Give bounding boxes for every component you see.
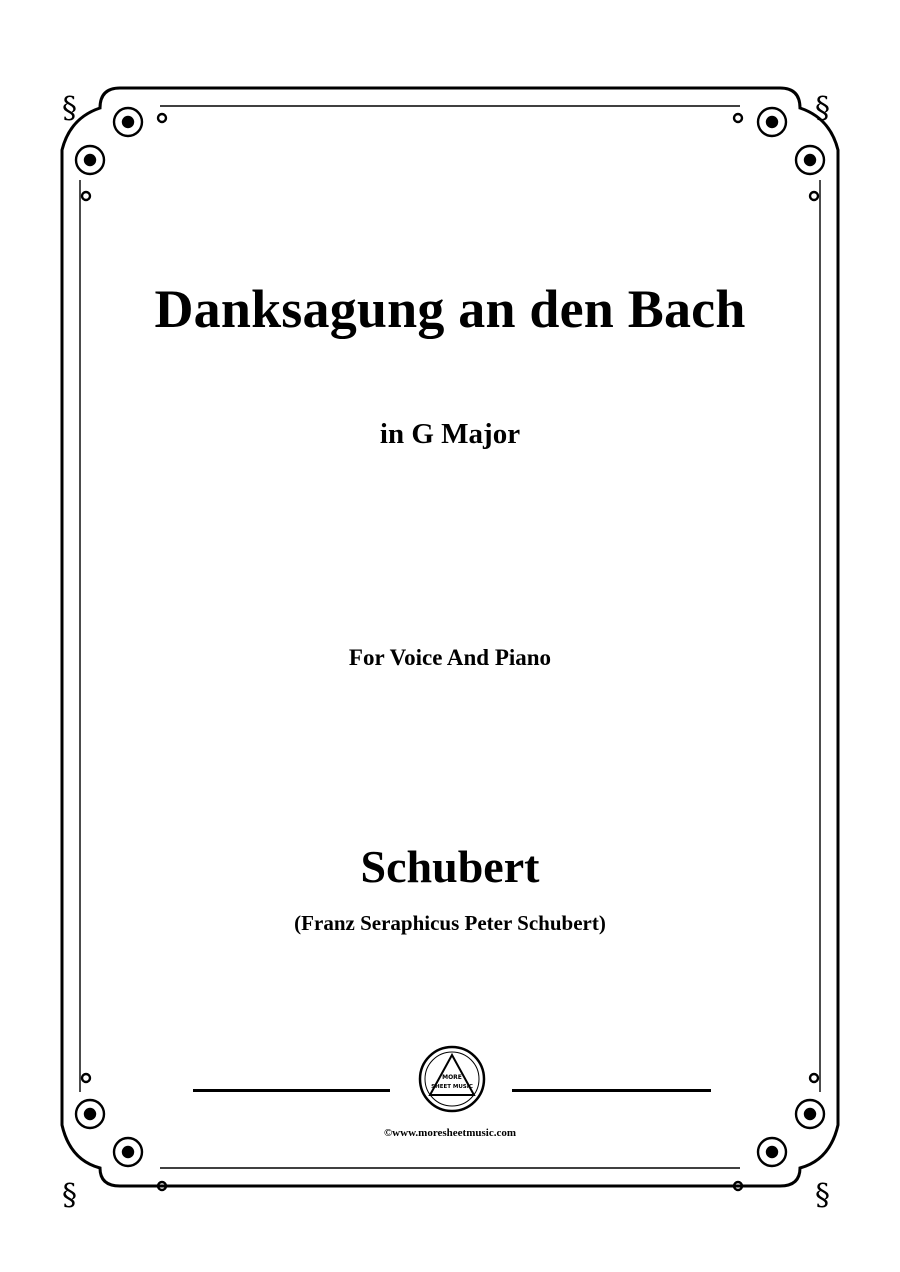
score-title: Danksagung an den Bach <box>154 279 746 339</box>
corner-ornament-top-left <box>76 108 166 200</box>
footer-rule-right <box>512 1089 711 1092</box>
logo-text-bottom: SHEET MUSIC <box>431 1084 473 1090</box>
footer-rule-left <box>193 1089 390 1092</box>
key-subtitle: in G Major <box>379 418 521 450</box>
composer-name: Schubert <box>360 841 540 892</box>
instrumentation: For Voice And Piano <box>348 645 552 670</box>
corner-ornament-top-right <box>734 108 824 200</box>
flourish-icon: § <box>62 1178 77 1213</box>
flourish-icon: § <box>62 91 77 126</box>
composer-full-name: (Franz Seraphicus Peter Schubert) <box>294 911 606 935</box>
publisher-logo <box>418 1045 486 1113</box>
flourish-icon: § <box>815 1178 830 1213</box>
logo-text-top: MORE <box>442 1074 462 1081</box>
copyright-notice: ©www.moresheetmusic.com <box>383 1127 517 1139</box>
outer-border <box>62 88 838 1186</box>
flourish-icon: § <box>815 91 830 126</box>
inner-border <box>80 106 820 1168</box>
